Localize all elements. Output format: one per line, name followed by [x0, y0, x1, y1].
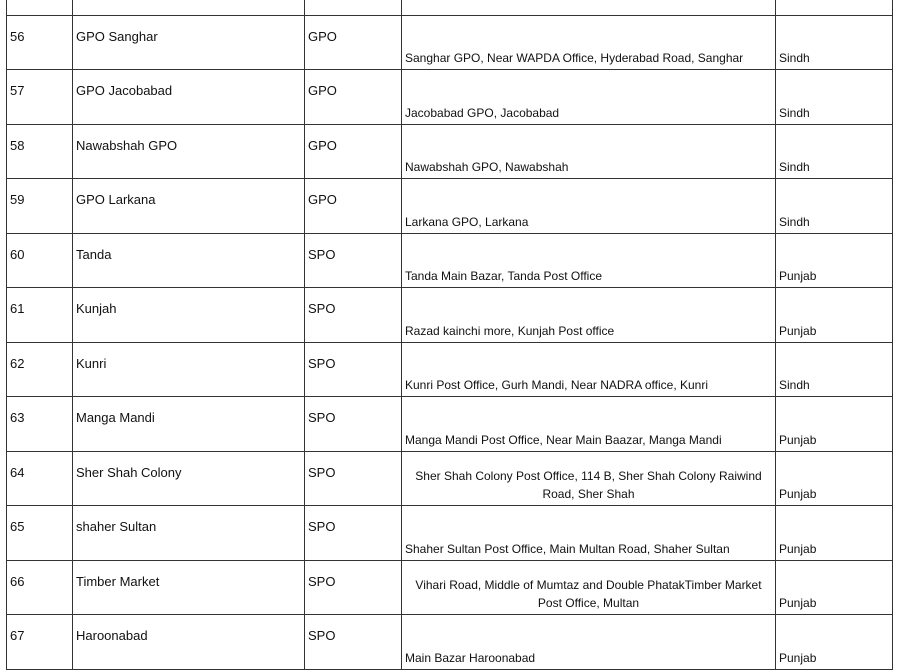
office-type-cell	[305, 0, 402, 15]
province-cell: Punjab	[776, 233, 893, 288]
office-name-cell: Kunri	[73, 342, 305, 397]
office-address-cell	[402, 0, 776, 15]
province-cell: Punjab	[776, 560, 893, 615]
table-row	[7, 615, 893, 670]
office-type-cell: SPO	[305, 288, 402, 343]
row-number-cell: 66	[7, 560, 73, 615]
office-type-cell: SPO	[305, 342, 402, 397]
office-name-cell: GPO Jacobabad	[73, 70, 305, 125]
office-type-cell: SPO	[305, 506, 402, 561]
row-number-cell: 59	[7, 179, 73, 234]
province-cell: Punjab	[776, 615, 893, 670]
row-number-cell: 62	[7, 342, 73, 397]
table-row	[7, 342, 893, 397]
office-type-cell: SPO	[305, 560, 402, 615]
office-address-cell: Nawabshah GPO, Nawabshah	[402, 124, 776, 179]
table-row	[7, 288, 893, 343]
office-type-cell: GPO	[305, 15, 402, 70]
province-cell: Sindh	[776, 124, 893, 179]
table-row	[7, 0, 893, 15]
table-row	[7, 179, 893, 234]
office-address-cell: Tanda Main Bazar, Tanda Post Office	[402, 233, 776, 288]
province-cell	[776, 0, 893, 15]
row-number-cell: 64	[7, 451, 73, 506]
row-number-cell: 67	[7, 615, 73, 670]
province-cell: Sindh	[776, 342, 893, 397]
row-number-cell: 56	[7, 15, 73, 70]
office-name-cell: Tanda	[73, 233, 305, 288]
office-name-cell: Manga Mandi	[73, 397, 305, 452]
province-cell: Punjab	[776, 451, 893, 506]
office-name-cell: Kunjah	[73, 288, 305, 343]
row-number-cell: 60	[7, 233, 73, 288]
office-address-cell: Larkana GPO, Larkana	[402, 179, 776, 234]
province-cell: Punjab	[776, 288, 893, 343]
row-number-cell: 57	[7, 70, 73, 125]
post-office-table	[6, 0, 893, 670]
table-row	[7, 451, 893, 506]
office-address-cell: Sher Shah Colony Post Office, 114 B, Sher Shah Colony Raiwind Road, Sher Shah	[402, 451, 776, 506]
office-address-cell: Main Bazar Haroonabad	[402, 615, 776, 670]
province-cell: Punjab	[776, 506, 893, 561]
office-address-cell: Shaher Sultan Post Office, Main Multan Road, Shaher Sultan	[402, 506, 776, 561]
table-row	[7, 506, 893, 561]
province-cell: Punjab	[776, 397, 893, 452]
province-cell: Sindh	[776, 15, 893, 70]
table-row	[7, 560, 893, 615]
office-address-cell: Sanghar GPO, Near WAPDA Office, Hyderabad Road, Sanghar	[402, 15, 776, 70]
row-number-cell	[7, 0, 73, 15]
office-type-cell: GPO	[305, 124, 402, 179]
office-name-cell: GPO Larkana	[73, 179, 305, 234]
table-row	[7, 15, 893, 70]
office-name-cell: shaher Sultan	[73, 506, 305, 561]
office-type-cell: GPO	[305, 179, 402, 234]
table-row	[7, 233, 893, 288]
office-address-cell: Razad kainchi more, Kunjah Post office	[402, 288, 776, 343]
row-number-cell: 65	[7, 506, 73, 561]
office-address-cell: Manga Mandi Post Office, Near Main Baazar, Manga Mandi	[402, 397, 776, 452]
office-name-cell: GPO Sanghar	[73, 15, 305, 70]
province-cell: Sindh	[776, 179, 893, 234]
table-row	[7, 70, 893, 125]
office-address-cell: Vihari Road, Middle of Mumtaz and Double PhatakTimber Market Post Office, Multan	[402, 560, 776, 615]
office-name-cell: Haroonabad	[73, 615, 305, 670]
row-number-cell: 58	[7, 124, 73, 179]
office-address-cell: Kunri Post Office, Gurh Mandi, Near NADRA office, Kunri	[402, 342, 776, 397]
office-type-cell: SPO	[305, 615, 402, 670]
office-name-cell: Timber Market	[73, 560, 305, 615]
row-number-cell: 63	[7, 397, 73, 452]
row-number-cell: 61	[7, 288, 73, 343]
table-row	[7, 397, 893, 452]
office-type-cell: SPO	[305, 451, 402, 506]
office-type-cell: SPO	[305, 233, 402, 288]
office-name-cell: Nawabshah GPO	[73, 124, 305, 179]
office-name-cell	[73, 0, 305, 15]
office-address-cell: Jacobabad GPO, Jacobabad	[402, 70, 776, 125]
table-row	[7, 124, 893, 179]
province-cell: Sindh	[776, 70, 893, 125]
office-name-cell: Sher Shah Colony	[73, 451, 305, 506]
office-type-cell: GPO	[305, 70, 402, 125]
office-type-cell: SPO	[305, 397, 402, 452]
